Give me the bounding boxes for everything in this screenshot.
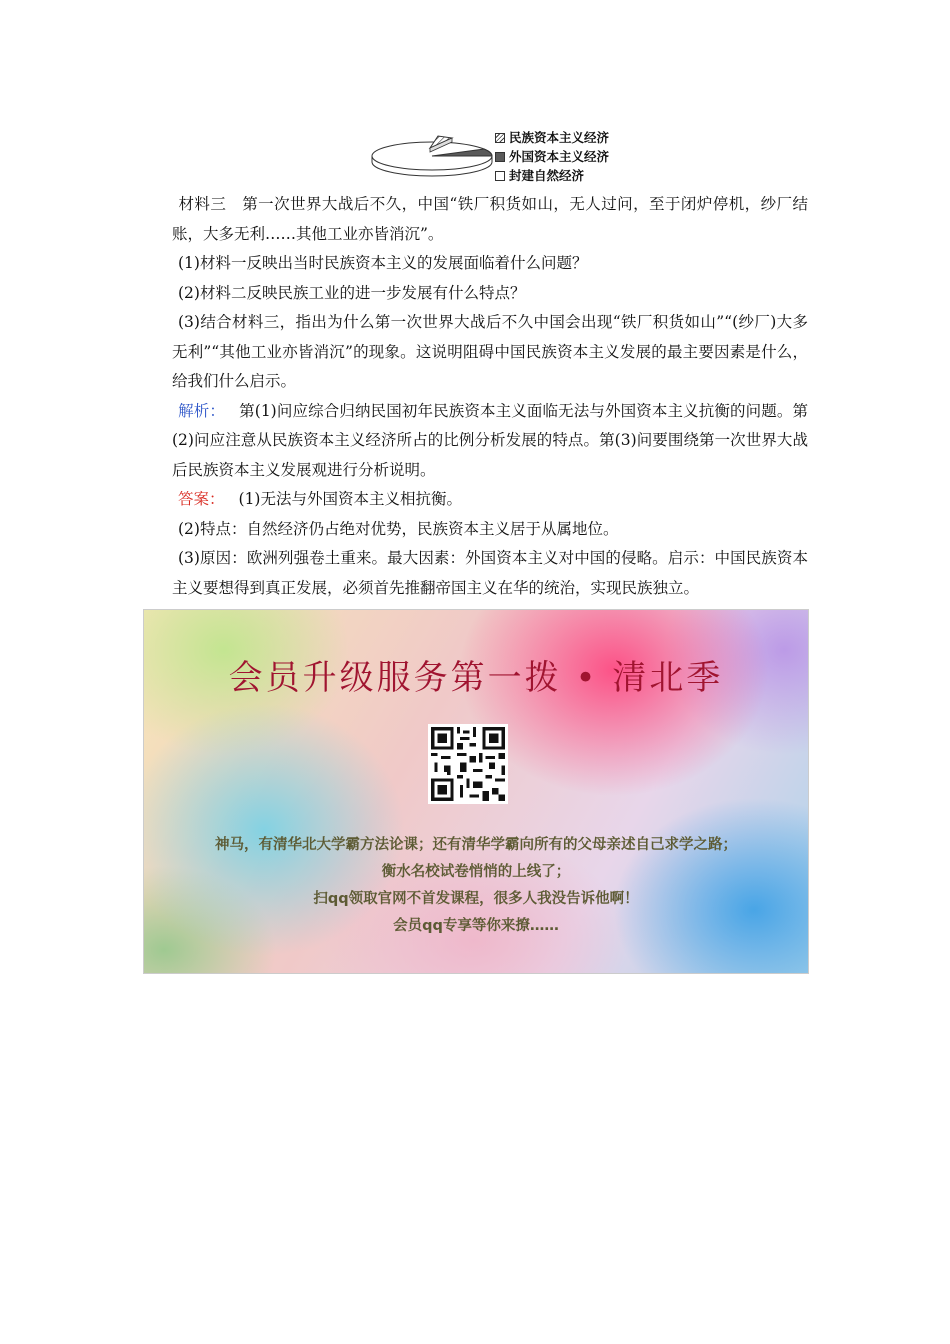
question-2-text: (2)材料二反映民族工业的进一步发展有什么特点？ (178, 283, 526, 302)
banner-text (144, 832, 808, 940)
legend-item (495, 128, 609, 147)
answer (172, 485, 808, 515)
qr-code-graphic (428, 724, 508, 804)
banner-line: 衡水名校试卷悄悄的上线了； (381, 864, 571, 880)
analysis-label: 解析： (178, 401, 226, 420)
material-3-text: 材料三 第一次世界大战后不久，中国“铁厂积货如山，无人过问，至于闭炉停机，纱厂结账，大多无利……其他工业亦皆消沉”。 (172, 195, 808, 243)
hatch-swatch-icon (495, 133, 505, 143)
analysis (172, 397, 808, 486)
legend-item (495, 147, 609, 166)
question-3 (172, 308, 808, 397)
analysis-text: 第(1)问应综合归纳民国初年民族资本主义面临无法与外国资本主义抗衡的问题。第(2)问应注意从民族资本主义经济所占的比例分析发展的特点。第(3)问要围绕第一次世界大战后民族资本主义发展观进行分析说明。 (172, 401, 808, 479)
legend-item (495, 166, 609, 185)
answer-label: 答案： (178, 490, 225, 508)
answer-3 (172, 544, 808, 603)
pie-chart (368, 128, 493, 184)
legend-label: 外国资本主义经济 (509, 148, 610, 164)
answer-1-text: (1)无法与外国资本主义相抗衡。 (238, 490, 462, 508)
answer-2-text: (2)特点：自然经济仍占绝对优势，民族资本主义居于从属地位。 (178, 519, 619, 538)
pie-chart-figure (368, 128, 628, 184)
dark-swatch-icon (495, 152, 505, 162)
qr-code-icon[interactable] (428, 724, 508, 804)
question-1-text: (1)材料一反映出当时民族资本主义的发展面临着什么问题？ (178, 254, 588, 272)
question-2 (172, 279, 808, 309)
white-swatch-icon (495, 171, 505, 181)
banner-title: 会员升级服务第一拨 • 清北季 (228, 658, 724, 698)
answer-2 (172, 515, 808, 545)
question-3-text: (3)结合材料三，指出为什么第一次世界大战后不久中国会出现“铁厂积货如山”“(纱厂)大多无利”“其他工业亦皆消沉”的现象。这说明阻碍中国民族资本主义发展的最主要因素是什么，给我们什么启示。 (172, 313, 808, 390)
chart-legend (495, 128, 609, 185)
material-3 (172, 190, 808, 249)
legend-label: 封建自然经济 (509, 167, 585, 183)
answer-3-text: (3)原因：欧洲列强卷土重来。最大因素：外国资本主义对中国的侵略。启示：中国民族资本主义要想得到真正发展，必须首先推翻帝国主义在华的统治，实现民族独立。 (172, 549, 808, 597)
question-text (172, 190, 808, 603)
banner-line: 会员qq专享等你来撩…… (393, 918, 559, 934)
promo-banner[interactable] (143, 609, 809, 974)
legend-label: 民族资本主义经济 (509, 129, 610, 145)
banner-line: 神马，有清华北大学霸方法论课；还有清华学霸向所有的父母亲述自己求学之路； (215, 837, 737, 853)
banner-line: 扫qq领取官网不首发课程，很多人我没告诉他啊！ (313, 891, 639, 907)
question-1 (172, 249, 808, 279)
